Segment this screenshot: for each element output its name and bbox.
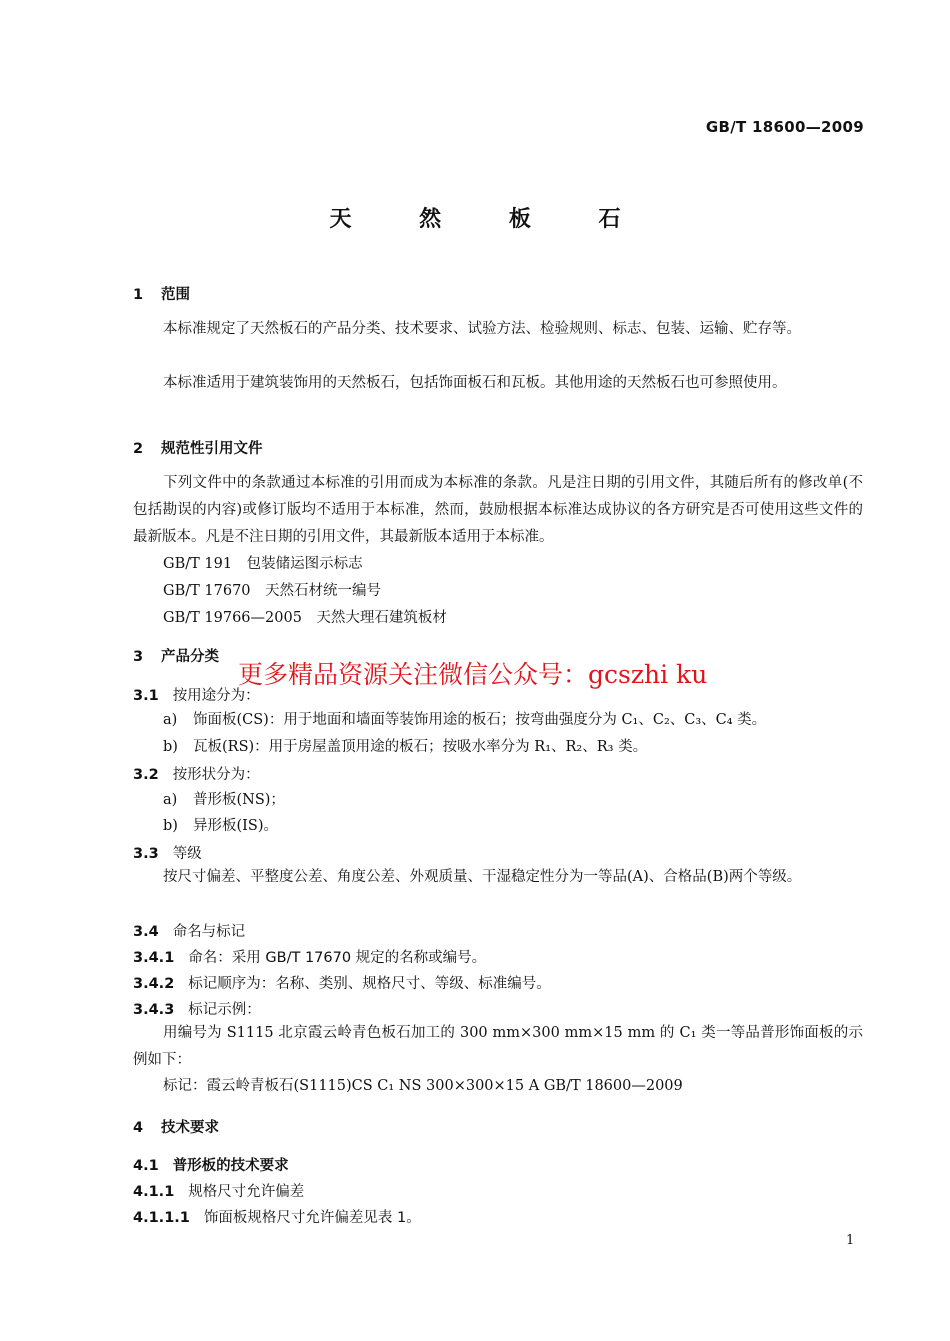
clause-text: 饰面板规格尺寸允许偏差见表 1。: [203, 1210, 421, 1226]
standard-number: GB/T 18600—2009: [705, 118, 864, 136]
clause-text: 标记示例：: [188, 1002, 261, 1018]
clause-3-2: [133, 763, 260, 784]
clause-text: 按形状分为：: [172, 767, 260, 783]
list-item: [163, 735, 647, 760]
list-marker: a): [163, 792, 178, 808]
clause-3-3-paragraph: 按尺寸偏差、平整度公差、角度公差、外观质量、干湿稳定性分为一等品(A)、合格品(B)两个等级。: [163, 869, 802, 885]
clause-number: 3.3: [133, 846, 159, 862]
clause-3-4: [133, 920, 245, 941]
clause-4-1-1: [133, 1180, 304, 1201]
clause-3-1: [133, 684, 260, 705]
clause-number: 3.4: [133, 924, 159, 940]
section-title: 规范性引用文件: [161, 441, 263, 457]
section-2-paragraph: 下列文件中的条款通过本标准的引用而成为本标准的条款。凡是注日期的引用文件，其随后所有的修改单(不包括勘误的内容)或修订版均不适用于本标准，然而，鼓励根据本标准达成协议的各方研究是否可使用这些文件的最新版本。凡是不注日期的引用文件，其最新版本适用于本标准。: [133, 475, 863, 545]
list-text: 普形板(NS)；: [193, 792, 285, 808]
section-2-heading: [133, 437, 263, 458]
clause-text: 标记顺序为：名称、类别、规格尺寸、等级、标准编号。: [188, 976, 551, 992]
clause-number: 3.4.3: [133, 1002, 175, 1018]
list-text: 饰面板(CS)：用于地面和墙面等装饰用途的板石；按弯曲强度分为 C₁、C₂、C₃、C₄ 类。: [193, 712, 767, 728]
clause-3-4-1: [133, 946, 486, 967]
clause-number: 4.1.1.1: [133, 1210, 190, 1226]
section-1-paragraph-1: 本标准规定了天然板石的产品分类、技术要求、试验方法、检验规则、标志、包装、运输、贮存等。: [163, 321, 801, 337]
clause-text: 等级: [172, 846, 202, 862]
clause-3-4-3-paragraph: 用编号为 S1115 北京霞云岭青色板石加工的 300 mm×300 mm×15 mm 的 C₁ 类一等品普形饰面板的示例如下：: [133, 1025, 863, 1068]
clause-number: 3.1: [133, 688, 159, 704]
document-title: 天 然 板 石: [329, 207, 651, 232]
list-item: [163, 814, 278, 839]
marking-example: 标记：霞云岭青板石(S1115)CS C₁ NS 300×300×15 A GB/T 18600—2009: [163, 1078, 683, 1094]
section-title: 产品分类: [161, 649, 219, 665]
section-title: 技术要求: [161, 1120, 219, 1136]
clause-text: 普形板的技术要求: [172, 1158, 289, 1174]
section-number: 3: [133, 649, 144, 665]
clause-text: 命名：采用 GB/T 17670 规定的名称或编号。: [188, 950, 487, 966]
clause-number: 3.4.1: [133, 950, 175, 966]
clause-4-1: [133, 1154, 289, 1175]
clause-3-4-3: [133, 998, 261, 1019]
section-number: 1: [133, 287, 144, 303]
reference-item: GB/T 17670 天然石材统一编号: [163, 583, 382, 599]
list-marker: b): [163, 739, 178, 755]
clause-text: 按用途分为：: [172, 688, 260, 704]
clause-4-1-1-1: [133, 1206, 421, 1227]
watermark-text: 更多精品资源关注微信公众号：gcszhi ku: [238, 660, 708, 689]
section-number: 2: [133, 441, 144, 457]
reference-item: GB/T 191 包装储运图示标志: [163, 556, 363, 572]
list-text: 异形板(IS)。: [193, 818, 278, 834]
clause-number: 4.1: [133, 1158, 159, 1174]
list-item: [163, 708, 766, 733]
clause-text: 命名与标记: [172, 924, 246, 940]
clause-3-4-2: [133, 972, 551, 993]
clause-number: 3.2: [133, 767, 159, 783]
list-text: 瓦板(RS)：用于房屋盖顶用途的板石；按吸水率分为 R₁、R₂、R₃ 类。: [193, 739, 648, 755]
section-3-heading: [133, 645, 219, 666]
list-marker: a): [163, 712, 178, 728]
section-1-paragraph-2: 本标准适用于建筑装饰用的天然板石，包括饰面板石和瓦板。其他用途的天然板石也可参照使用。: [163, 375, 787, 391]
clause-number: 4.1.1: [133, 1184, 175, 1200]
list-item: [163, 788, 285, 813]
reference-item: GB/T 19766—2005 天然大理石建筑板材: [163, 610, 447, 626]
clause-text: 规格尺寸允许偏差: [188, 1184, 305, 1200]
page-number: 1: [846, 1233, 855, 1248]
section-title: 范围: [161, 287, 190, 303]
section-1-heading: [133, 283, 190, 304]
section-number: 4: [133, 1120, 144, 1136]
clause-number: 3.4.2: [133, 976, 175, 992]
section-4-heading: [133, 1116, 219, 1137]
clause-3-3: [133, 842, 202, 863]
list-marker: b): [163, 818, 178, 834]
